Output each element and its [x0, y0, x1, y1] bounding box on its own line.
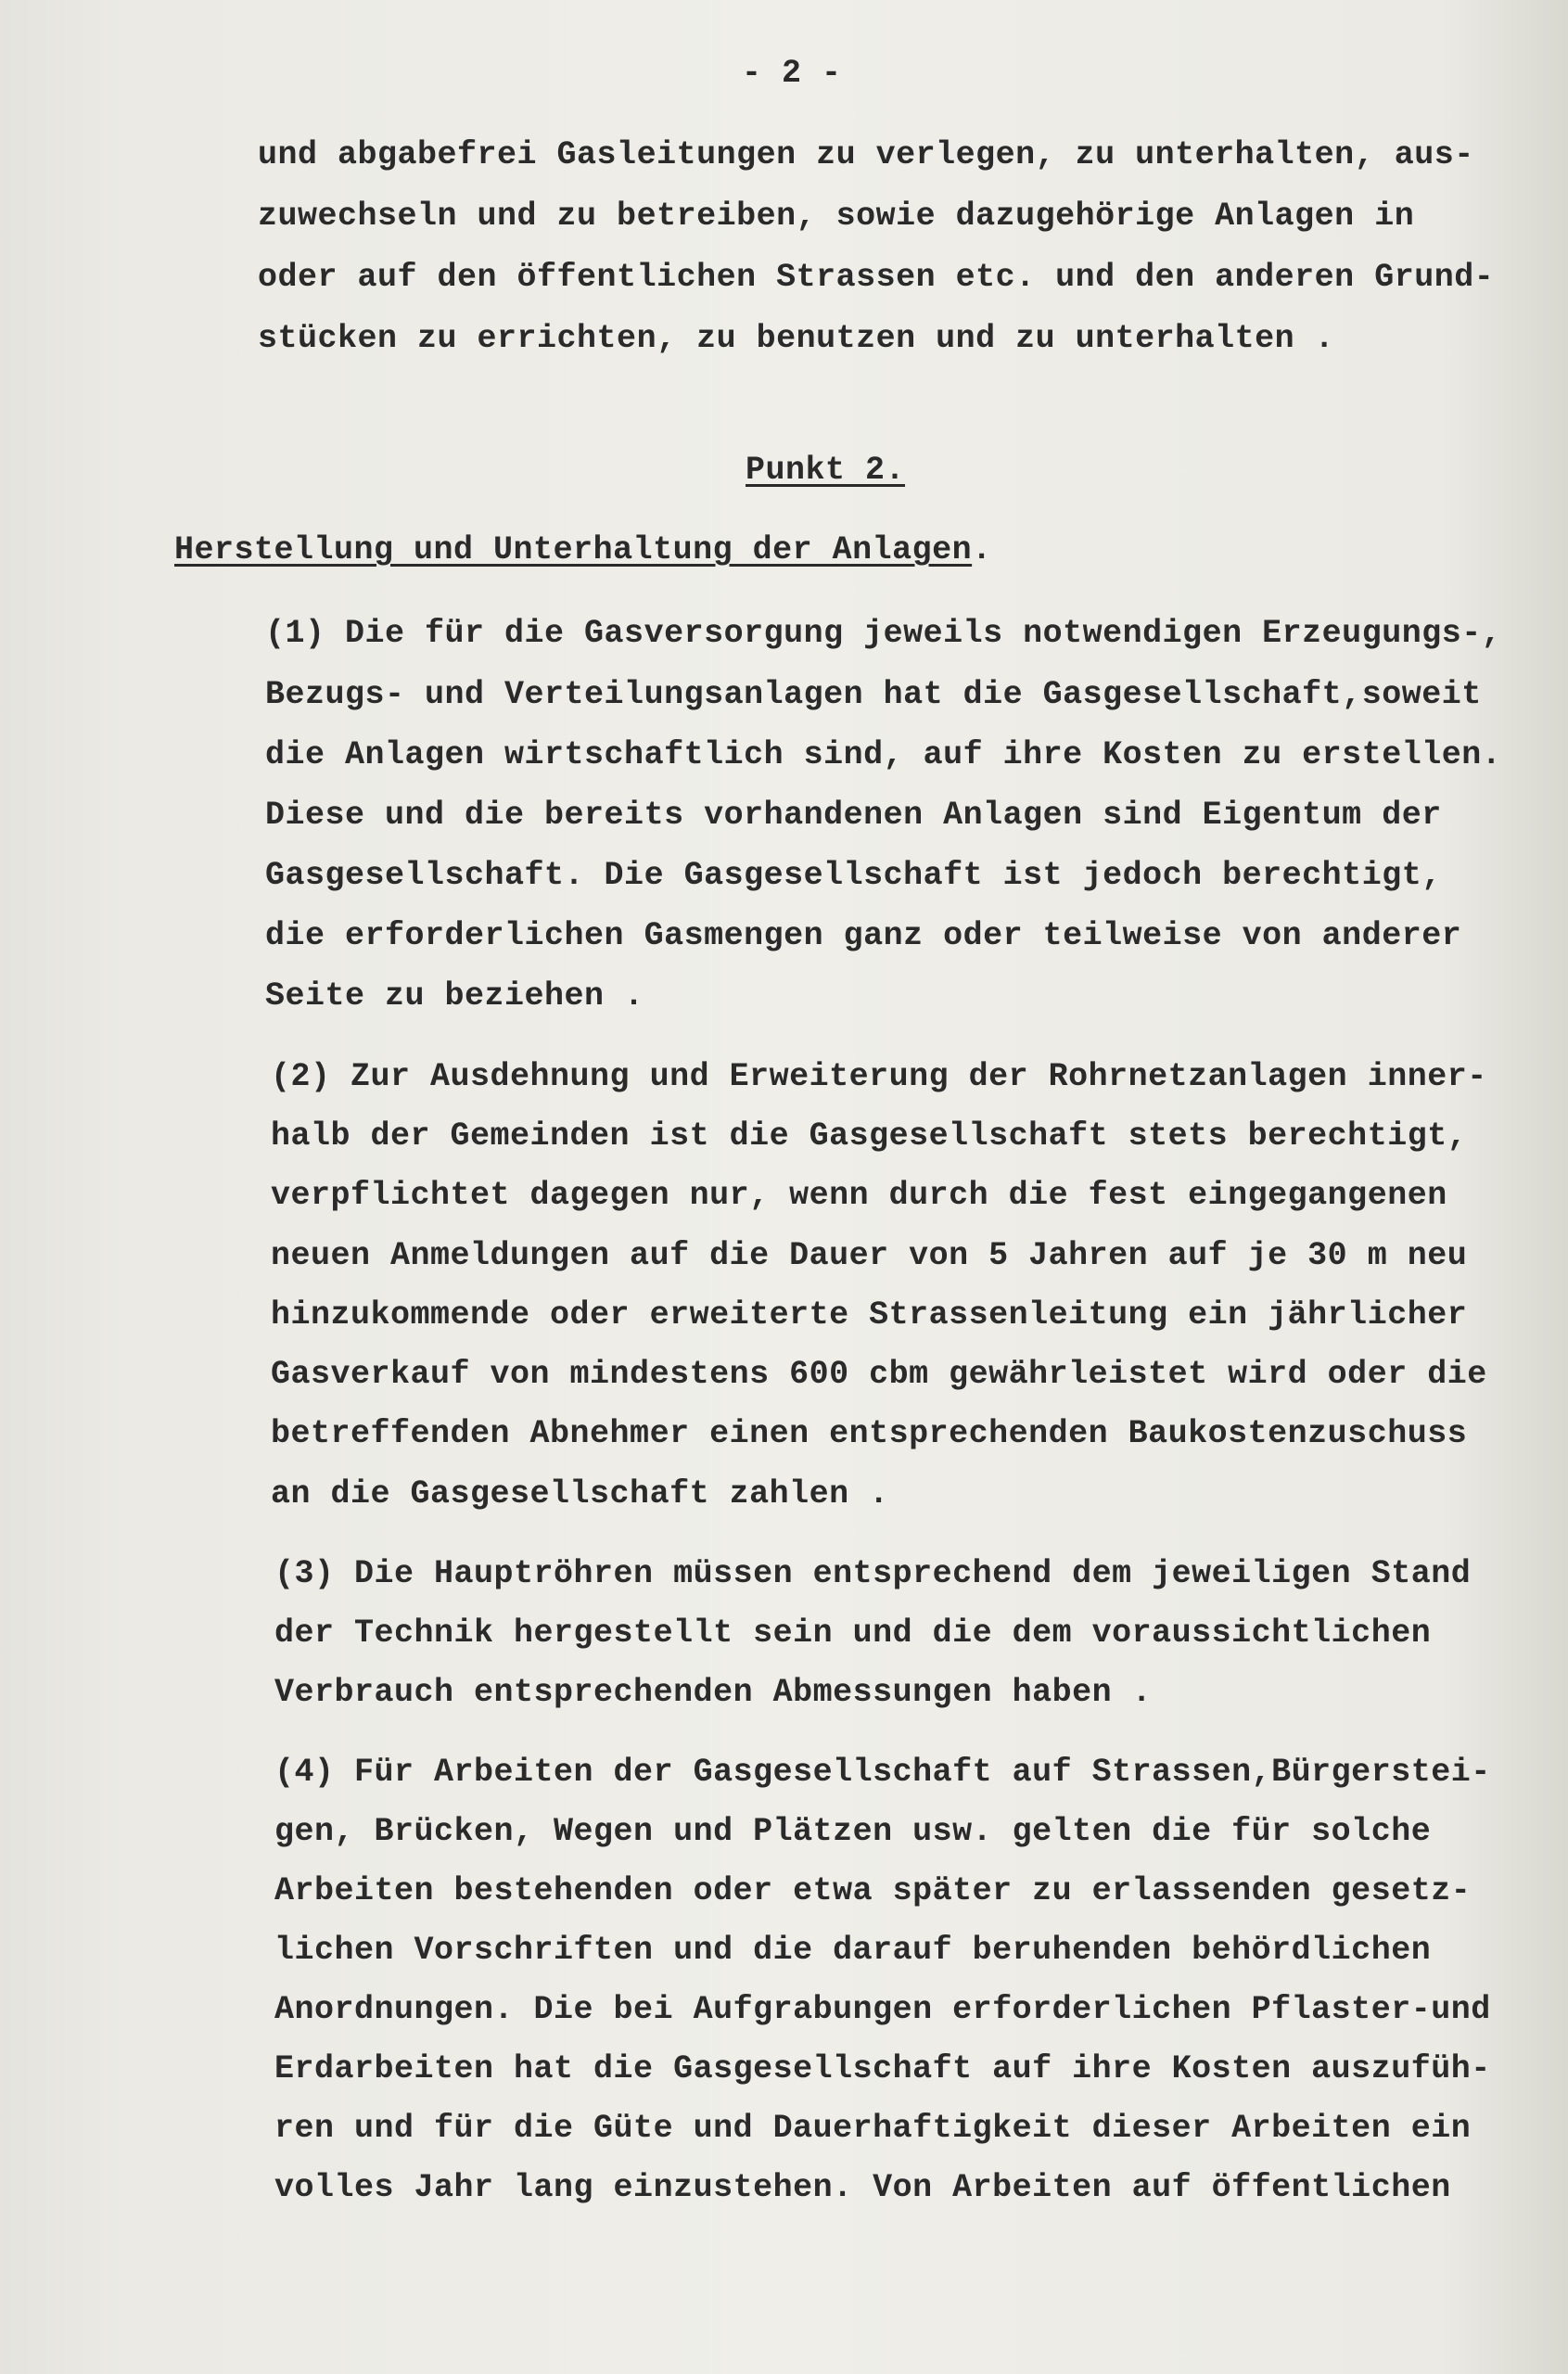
text-line: Bezugs- und Verteilungsanlagen hat die Gasgesellschaft,soweit — [265, 676, 1482, 713]
text-line: hinzukommende oder erweiterte Strassenleitung ein jährlicher — [271, 1296, 1468, 1334]
text-line: Seite zu beziehen . — [265, 977, 644, 1015]
text-line: gen, Brücken, Wegen und Plätzen usw. gelten die für solche — [274, 1813, 1432, 1850]
text-line: Erdarbeiten hat die Gasgesellschaft auf ihre Kosten auszufüh- — [274, 2050, 1491, 2087]
section-title-text: Herstellung und Unterhaltung der Anlagen — [174, 531, 973, 568]
text-line: neuen Anmeldungen auf die Dauer von 5 Jahren auf je 30 m neu — [271, 1237, 1468, 1274]
text-line: stücken zu errichten, zu benutzen und zu unterhalten . — [258, 320, 1335, 357]
text-line: Verbrauch entsprechenden Abmessungen haben . — [274, 1674, 1153, 1711]
text-line: zuwechseln und zu betreiben, sowie dazugehörige Anlagen in — [258, 198, 1415, 235]
section-title — [174, 531, 992, 568]
text-line: an die Gasgesellschaft zahlen . — [271, 1475, 889, 1512]
section-title-period: . — [972, 531, 992, 568]
text-line: (3) Die Hauptröhren müssen entsprechend dem jeweiligen Stand — [274, 1555, 1472, 1592]
text-line: Anordnungen. Die bei Aufgrabungen erforderlichen Pflaster-und — [274, 1991, 1491, 2028]
text-line: volles Jahr lang einzustehen. Von Arbeiten auf öffentlichen — [274, 2169, 1451, 2206]
text-line: Arbeiten bestehenden oder etwa später zu erlassenden gesetz- — [274, 1872, 1472, 1909]
text-line: der Technik hergestellt sein und die dem voraussichtlichen — [274, 1615, 1432, 1652]
text-line: ren und für die Güte und Dauerhaftigkeit dieser Arbeiten ein — [274, 2110, 1472, 2147]
text-line: die Anlagen wirtschaftlich sind, auf ihre Kosten zu erstellen. — [265, 736, 1502, 773]
text-line: (4) Für Arbeiten der Gasgesellschaft auf Strassen,Bürgerstei- — [274, 1754, 1491, 1791]
text-line: oder auf den öffentlichen Strassen etc. und den anderen Grund- — [258, 259, 1495, 296]
page-number: - 2 - — [742, 55, 842, 92]
section-heading: Punkt 2. — [746, 452, 906, 489]
text-line: lichen Vorschriften und die darauf beruhenden behördlichen — [274, 1932, 1432, 1969]
text-line: Diese und die bereits vorhandenen Anlagen sind Eigentum der — [265, 797, 1442, 834]
text-line: (2) Zur Ausdehnung und Erweiterung der Rohrnetzanlagen inner- — [271, 1058, 1487, 1095]
text-line: (1) Die für die Gasversorgung jeweils notwendigen Erzeugungs-, — [265, 615, 1502, 652]
text-line: halb der Gemeinden ist die Gasgesellschaft stets berechtigt, — [271, 1117, 1468, 1155]
text-line: Gasverkauf von mindestens 600 cbm gewährleistet wird oder die — [271, 1356, 1487, 1393]
text-line: betreffenden Abnehmer einen entsprechenden Baukostenzuschuss — [271, 1415, 1468, 1452]
text-line: die erforderlichen Gasmengen ganz oder teilweise von anderer — [265, 917, 1462, 954]
text-line: verpflichtet dagegen nur, wenn durch die fest eingegangenen — [271, 1177, 1447, 1214]
text-line: und abgabefrei Gasleitungen zu verlegen, zu unterhalten, aus- — [258, 136, 1474, 173]
text-line: Gasgesellschaft. Die Gasgesellschaft ist jedoch berechtigt, — [265, 857, 1442, 894]
